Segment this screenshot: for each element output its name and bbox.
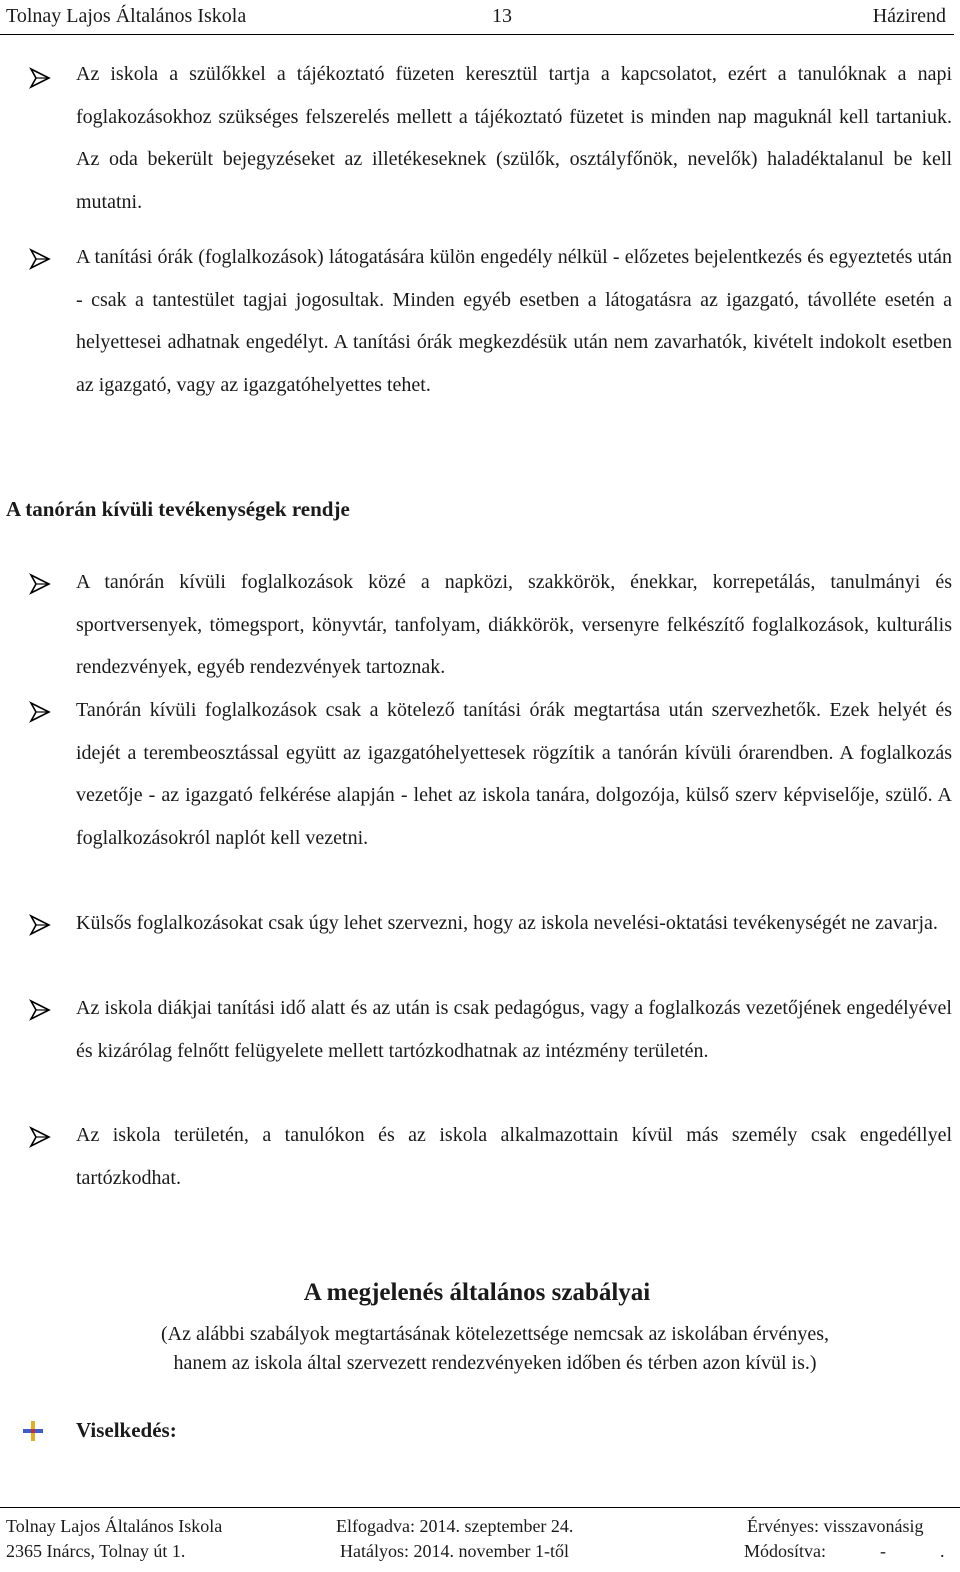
bullet-organisation: Tanórán kívüli foglalkozások csak a kötelező tanítási órák megtartása után szervezhetők. Ezek helyét és idejét a terembeosztással együtt az igazgatóhelyettesek rögzítik a tanórán kívüli órarendben. A foglalkozás vezetője - az igazgató felkérése alapján - lehet az iskola tanára, dolgozója, külső szerv képviselője, szülő. A foglalkozásokról naplót kell vezetni.	[76, 699, 952, 849]
footer-modified-label: Módosítva:	[744, 1541, 827, 1561]
arrow-bullet-icon	[28, 1125, 52, 1149]
appearance-subtitle-line2: hanem az iskola által szervezett rendezvényeken időben és térben azon kívül is.)	[173, 1352, 817, 1374]
arrow-bullet-icon	[28, 572, 52, 596]
appearance-title: A megjelenés általános szabályai	[303, 1279, 651, 1306]
marker-bullet-icon	[22, 1420, 44, 1442]
appearance-subtitle	[0, 1320, 960, 1378]
bullet-notebook: Az iskola a szülőkkel a tájékoztató füzeten keresztül tartja a kapcsolatot, ezért a tanulóknak a napi foglakozásokhoz szükséges felszerelés mellett a tájékoztató füzetet is minden nap maguknál kell tartaniuk. Az oda bekerült bejegyzéseket az illetékeseknek (szülők, osztályfőnök, nevelők) haladéktalanul be kell mutatni.	[76, 63, 952, 213]
footer-school: Tolnay Lajos Általános Iskola	[6, 1516, 223, 1536]
bullet-supervision: Az iskola diákjai tanítási idő alatt és az után is csak pedagógus, vagy a foglalkozás vezetőjének engedélyével és kizárólag felnőtt felügyelete mellett tartózkodhatnak az intézmény területén.	[76, 997, 952, 1062]
arrow-bullet-icon	[28, 998, 52, 1022]
arrow-bullet-icon	[28, 247, 52, 271]
header-page-number: 13	[492, 5, 512, 27]
footer-effective: Hatályos: 2014. november 1-től	[340, 1541, 569, 1561]
header-school: Tolnay Lajos Általános Iskola	[6, 5, 247, 27]
bullet-lesson-visits: A tanítási órák (foglalkozások) látogatására külön engedély nélkül - előzetes bejelentkezés és egyeztetés után - csak a tantestület tagjai jogosultak. Minden egyéb esetben a látogatásra az igazgató, távolléte esetén a helyettesei adhatnak engedélyt. A tanítási órák megkezdésük után nem zavarhatók, kivételt indokolt esetben az igazgató, vagy az igazgatóhelyettes tehet.	[76, 246, 952, 396]
section-heading: A tanórán kívüli tevékenységek rendje	[6, 497, 350, 521]
footer-accepted: Elfogadva: 2014. szeptember 24.	[336, 1516, 574, 1536]
page-header	[0, 0, 954, 35]
bullet-external: Külsős foglalkozásokat csak úgy lehet szervezni, hogy az iskola nevelési-oktatási tevékenységét ne zavarja.	[76, 912, 938, 934]
bullet-visitors: Az iskola területén, a tanulókon és az iskola alkalmazottain kívül más személy csak engedéllyel tartózkodhat.	[76, 1124, 952, 1189]
header-doc-title: Házirend	[872, 5, 946, 27]
footer-valid: Érvényes: visszavonásig	[747, 1516, 924, 1536]
footer-modified-value: -	[880, 1541, 886, 1561]
page-footer	[0, 1507, 960, 1568]
behaviour-label: Viselkedés:	[76, 1418, 177, 1442]
appearance-subtitle-line1: (Az alábbi szabályok megtartásának kötelezettsége nemcsak az iskolában érvényes,	[160, 1323, 830, 1345]
arrow-bullet-icon	[28, 66, 52, 90]
footer-address: 2365 Inárcs, Tolnay út 1.	[6, 1541, 186, 1561]
arrow-bullet-icon	[28, 913, 52, 937]
arrow-bullet-icon	[28, 700, 52, 724]
bullet-activities-list: A tanórán kívüli foglalkozások közé a napközi, szakkörök, énekkar, korrepetálás, tanulmányi és sportversenyek, tömegsport, könyvtár, tanfolyam, diákkörök, versenyre felkészítő foglalkozások, kulturális rendezvények, egyéb rendezvények tartoznak.	[76, 571, 952, 679]
footer-modified-end: .	[940, 1541, 945, 1561]
